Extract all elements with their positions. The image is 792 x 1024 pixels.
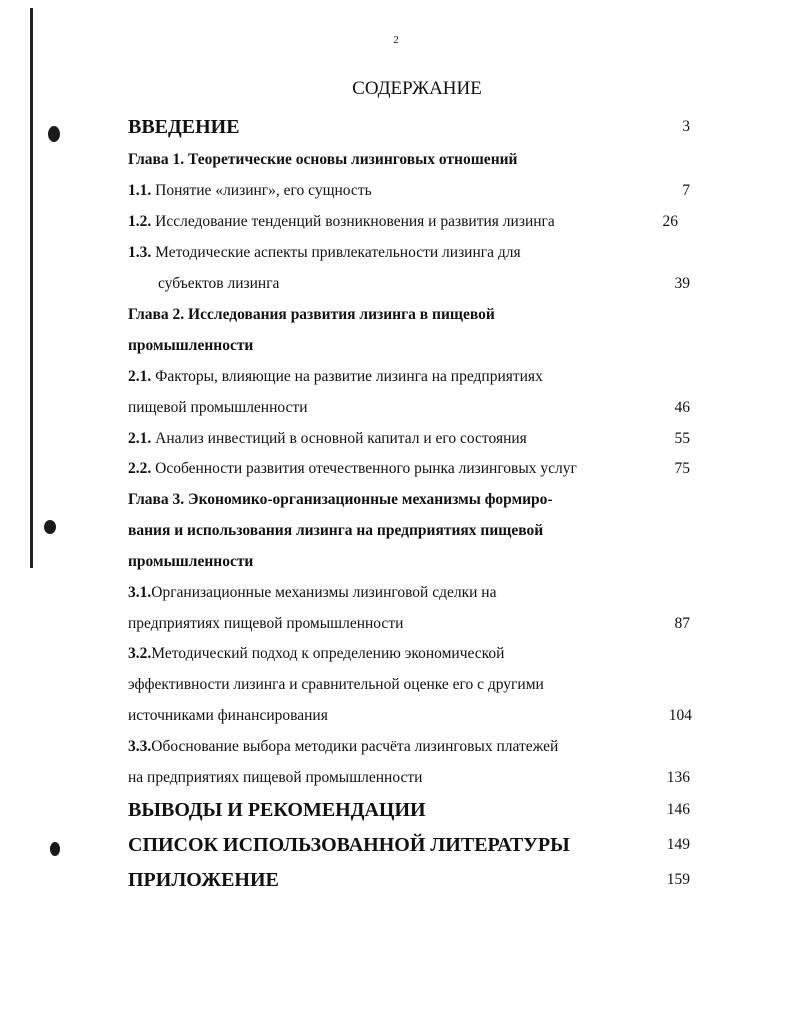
entry-text: Понятие «лизинг», его сущность — [155, 182, 372, 199]
entry-text: Исследование тенденций возникновения и развития лизинга — [155, 213, 555, 230]
entry-text: Глава 1. Теоретические основы лизинговых отношений — [128, 151, 518, 168]
entry-text: Анализ инвестиций в основной капитал и его состояния — [155, 430, 527, 447]
toc-entry-appendix[interactable] — [128, 863, 708, 897]
section-number: 2.1. — [128, 368, 152, 385]
scan-speck — [50, 842, 60, 856]
entry-page: 146 — [666, 801, 690, 818]
toc-section-3-1[interactable] — [128, 577, 708, 639]
toc-chapter-2[interactable] — [128, 299, 708, 361]
section-number: 3.2. — [128, 645, 152, 662]
entry-page: 75 — [674, 460, 690, 477]
entry-page: 3 — [682, 118, 690, 135]
entry-text: Глава 2. Исследования развития лизинга в пищевой — [128, 306, 495, 323]
section-number: 2.2. — [128, 460, 152, 477]
toc-chapter-3[interactable] — [128, 484, 708, 577]
entry-text: Особенности развития отечественного рынка лизинговых услуг — [155, 460, 577, 477]
toc-section-3-3[interactable] — [128, 731, 708, 793]
entry-text: Методический подход к определению экономической — [151, 645, 505, 662]
entry-text-continued: на предприятиях пищевой промышленности — [128, 769, 423, 786]
entry-page: 87 — [674, 615, 690, 632]
entry-text-continued: промышленности — [128, 553, 254, 570]
toc-section-1-1[interactable] — [128, 175, 708, 206]
section-number: 3.3. — [128, 738, 152, 755]
entry-text: Методические аспекты привлекательности лизинга для — [155, 244, 521, 261]
entry-text: СПИСОК ИСПОЛЬЗОВАННОЙ ЛИТЕРАТУРЫ — [128, 834, 570, 856]
entry-text: Обоснование выбора методики расчёта лизинговых платежей — [151, 738, 559, 755]
section-number: 1.1. — [128, 182, 152, 199]
toc-title: СОДЕРЖАНИЕ — [352, 78, 482, 99]
scan-speck — [48, 126, 60, 142]
entry-text: Организационные механизмы лизинговой сделки на — [151, 584, 497, 601]
toc-chapter-1[interactable] — [128, 144, 708, 175]
entry-text: ПРИЛОЖЕНИЕ — [128, 869, 279, 891]
entry-text: ВЫВОДЫ И РЕКОМЕНДАЦИИ — [128, 799, 426, 821]
entry-text-continued: вания и использования лизинга на предприятиях пищевой — [128, 522, 544, 539]
toc-section-3-2[interactable] — [128, 638, 708, 731]
section-number: 2.1. — [128, 430, 152, 447]
entry-page: 104 — [668, 707, 692, 724]
entry-page: 7 — [682, 182, 690, 199]
toc-section-1-2[interactable] — [128, 206, 708, 237]
toc-entry-intro[interactable] — [128, 110, 708, 144]
entry-text-continued: субъектов лизинга — [158, 275, 280, 292]
toc-entry-references[interactable] — [128, 828, 708, 862]
toc-section-2-1-factors[interactable] — [128, 361, 708, 423]
entry-text: ВВЕДЕНИЕ — [128, 116, 240, 138]
scan-speck — [44, 520, 56, 534]
entry-text-continued: предприятиях пищевой промышленности — [128, 615, 404, 632]
toc-entry-conclusions[interactable] — [128, 793, 708, 827]
entry-page: 55 — [674, 430, 690, 447]
entry-text-continued: пищевой промышленности — [128, 399, 308, 416]
entry-page: 159 — [666, 871, 690, 888]
entry-page: 149 — [666, 836, 690, 853]
section-number: 3.1. — [128, 584, 152, 601]
entry-text-continued: источниками финансирования — [128, 707, 328, 724]
section-number: 1.3. — [128, 244, 152, 261]
entry-page: 39 — [674, 275, 690, 292]
toc-section-2-2[interactable] — [128, 453, 708, 484]
entry-text: Факторы, влияющие на развитие лизинга на предприятиях — [155, 368, 543, 385]
entry-page: 26 — [662, 213, 678, 230]
page-number: 2 — [393, 34, 399, 46]
entry-text-continued: эффективности лизинга и сравнительной оценке его с другими — [128, 676, 544, 693]
toc-section-2-1-analysis[interactable] — [128, 423, 708, 454]
entry-text-continued: промышленности — [128, 337, 254, 354]
entry-page: 136 — [666, 769, 690, 786]
entry-text: Глава 3. Экономико-организационные механизмы формиро- — [128, 491, 553, 508]
entry-page: 46 — [674, 399, 690, 416]
toc-section-1-3[interactable] — [128, 237, 708, 299]
section-number: 1.2. — [128, 213, 152, 230]
